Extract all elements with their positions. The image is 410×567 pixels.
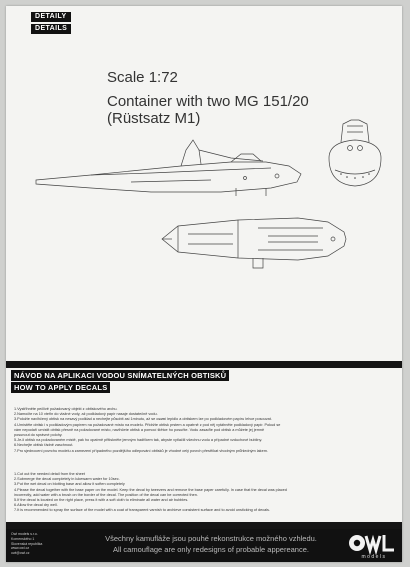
company-line: www.owl.cz — [11, 546, 30, 551]
instruction-line: 6.Nechejte obtisk řádně zaschnout. — [14, 443, 74, 448]
instruction-line: 6.Allow the decal dry well. — [14, 503, 58, 508]
instruction-line: 1.Vystřihněte pečlivě požadovaný objekt z obtiskového archu. — [14, 407, 118, 411]
header-tag-detaily: DETAILY — [31, 12, 71, 22]
instruction-line: 1.Cut out the needed detail from the sheet — [14, 472, 85, 476]
instruction-line: 3.Položte navlhčený obtisk na nesavý podklad a nechejte působit asi 1minutu, až se oживí lepidlo a obtiskem lze po podkladovém papíru lehce posouvat. — [14, 417, 272, 422]
decal-sheet — [6, 6, 402, 562]
company-address — [11, 532, 42, 556]
instructions-cz — [14, 407, 394, 454]
instruction-line: 7.Pro sjednocení povrchu modelu a zamezení případného pozdějšího odlepování obtisků je vhodné celý povrch přestříkat vhodným průhledným lakem. — [14, 448, 268, 453]
divider-band-bottom — [6, 522, 402, 529]
owl-logo — [344, 531, 400, 560]
company-line: owl@owl.cz — [11, 551, 30, 556]
side-view-drawing — [31, 128, 321, 198]
disclaimer-en: All camouflage are only redesigns of probable appereance. — [113, 545, 309, 554]
instruction-line: 5.Je-li obtisk na požadovaném místě, pak ho opatrně přitiskněte jemným hadříkem tak, abyste vytlačili všechnu vodu a případné vzduchové bubliny. — [14, 438, 263, 443]
instruction-line: 4.Umístěte obtisk i s podkladovým papírem na požadované místo na modelu. Přidržte obtisk prstem a opatrně z pod něj vytáhněte podkladový papír. Pokud se — [14, 422, 281, 427]
company-line: Komenského 1 — [11, 536, 35, 541]
header-tag-details: DETAILS — [31, 24, 71, 34]
instruction-line: posunout do správné polohy. — [14, 433, 63, 438]
instruction-line: 5.If the decal is located on the right place, press it with a soft cloth to eliminate all water and air bubbles. — [14, 498, 189, 503]
logo-subtext: models — [361, 554, 387, 560]
title-line-1: Container with two MG 151/20 — [107, 93, 309, 110]
title-line-2: (Rüstsatz M1) — [107, 110, 201, 127]
instruction-line: 2.Submerge the decal completely in lukewarm water for 10sec. — [14, 477, 120, 482]
footer — [6, 529, 402, 562]
top-view-drawing — [158, 206, 348, 272]
disclaimer-cz: Všechny kamufláže jsou pouhé rekonstrukce možného vzhledu. — [105, 534, 317, 543]
page-title — [107, 93, 309, 127]
instructions-heading-en: HOW TO APPLY DECALS — [11, 382, 110, 393]
instruction-line: 7.It is recommended to spray the surface of the model with a coat of transparent varnish to archieve consistent surface and to avoid unsticking of decals. — [14, 508, 271, 513]
instruction-line: vám nepodaří umístit obtisk přesně na požadované místo, navlhčete obtisk a pomocí štětce ho posuňte. Vodu zasaďte pod obtisk a můžete jej jemně — [14, 427, 265, 432]
instructions-heading-cz: NÁVOD NA APLIKACI VODOU SNÍMATELNÝCH OBTISKŮ — [11, 370, 229, 381]
instruction-line: incorrectly, add water with a brush on the border of the decal. The position of the decal can be corrected then. — [14, 492, 198, 497]
company-line: Owl models s.r.o. — [11, 532, 38, 536]
instruction-line: 4.Please the decal together with the base paper on the model. Keep the decal by tweezers and remove the base paper carefully. In case that the decal was placed — [14, 487, 287, 492]
scale-label: Scale 1:72 — [107, 69, 178, 86]
instructions-en — [14, 472, 394, 514]
instruction-line: 2.Namočte na 10 vteřin do vlažné vody, až podkladový papír nasaje dostatečně vodu. — [14, 412, 158, 417]
front-view-drawing — [321, 118, 389, 190]
instruction-line: 3.Put the wet decal on blotting base and allow it soften completely — [14, 482, 125, 487]
divider-band-top — [6, 361, 402, 368]
company-line: Slovenská republika — [11, 541, 43, 546]
